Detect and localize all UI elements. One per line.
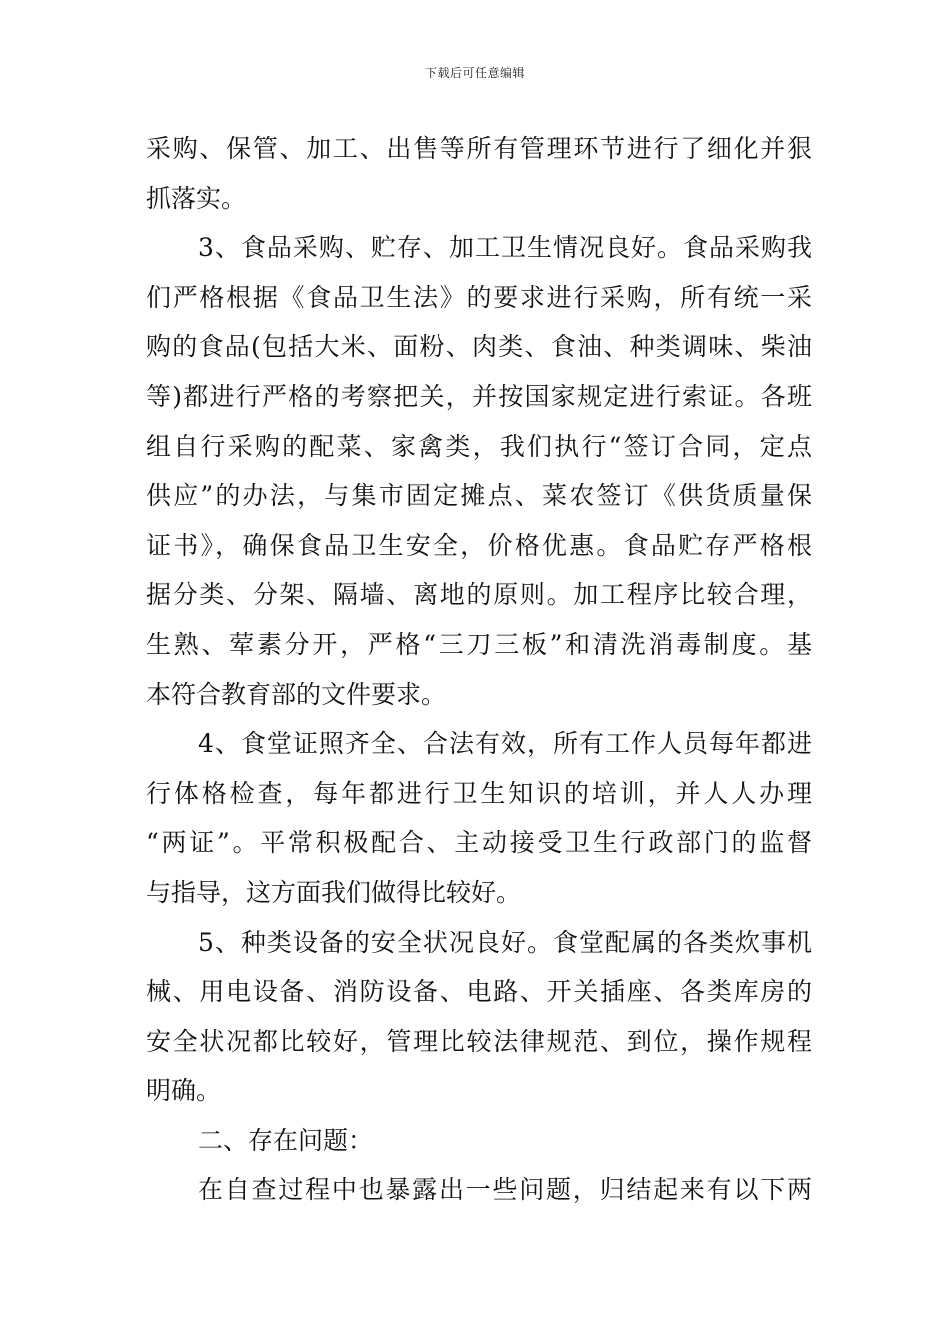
text-line: 在自查过程中也暴露出一些问题，归结起来有以下两: [198, 1175, 812, 1205]
text-line: 与指导，这方面我们做得比较好。: [146, 877, 522, 907]
text-line: 据分类、分架、隔墙、离地的原则。加工程序比较合理，: [146, 580, 812, 610]
text-line: 二、存在问题：: [198, 1125, 374, 1155]
text-line: 生熟、荤素分开，严格“三刀三板”和清洗消毒制度。基: [146, 629, 812, 659]
text-line: 4、食堂证照齐全、合法有效，所有工作人员每年都进: [198, 729, 812, 759]
text-line: 采购、保管、加工、出售等所有管理环节进行了细化并狠: [146, 134, 812, 163]
text-line: 械、用电设备、消防设备、电路、开关插座、各类库房的: [146, 977, 812, 1007]
text-line: 明确。: [146, 1076, 222, 1106]
text-line: 供应”的办法，与集市固定摊点、菜农签订《供货质量保: [146, 481, 812, 511]
text-line: 5、种类设备的安全状况良好。食堂配属的各类炊事机: [198, 927, 812, 957]
text-line: 购的食品(包括大米、面粉、肉类、食油、种类调味、柴油: [146, 332, 812, 362]
text-line: 抓落实。: [146, 183, 247, 213]
text-line: 行体格检查，每年都进行卫生知识的培训，并人人办理: [146, 778, 812, 808]
document-body: [146, 124, 812, 1215]
text-line: 证书》，确保食品卫生安全，价格优惠。食品贮存严格根: [146, 530, 812, 560]
text-line: 等)都进行严格的考察把关，并按国家规定进行索证。各班: [146, 381, 812, 411]
text-line: 组自行采购的配菜、家禽类，我们执行“签订合同，定点: [146, 431, 812, 461]
text-line: 们严格根据《食品卫生法》的要求进行采购，所有统一采: [146, 282, 812, 312]
text-line: “两证”。平常积极配合、主动接受卫生行政部门的监督: [146, 828, 812, 858]
page-header: 下载后可任意编辑: [424, 66, 525, 80]
text-line: 本符合教育部的文件要求。: [146, 679, 447, 709]
text-line: 3、食品采购、贮存、加工卫生情况良好。食品采购我: [198, 233, 812, 263]
text-line: 安全状况都比较好，管理比较法律规范、到位，操作规程: [146, 1026, 812, 1056]
